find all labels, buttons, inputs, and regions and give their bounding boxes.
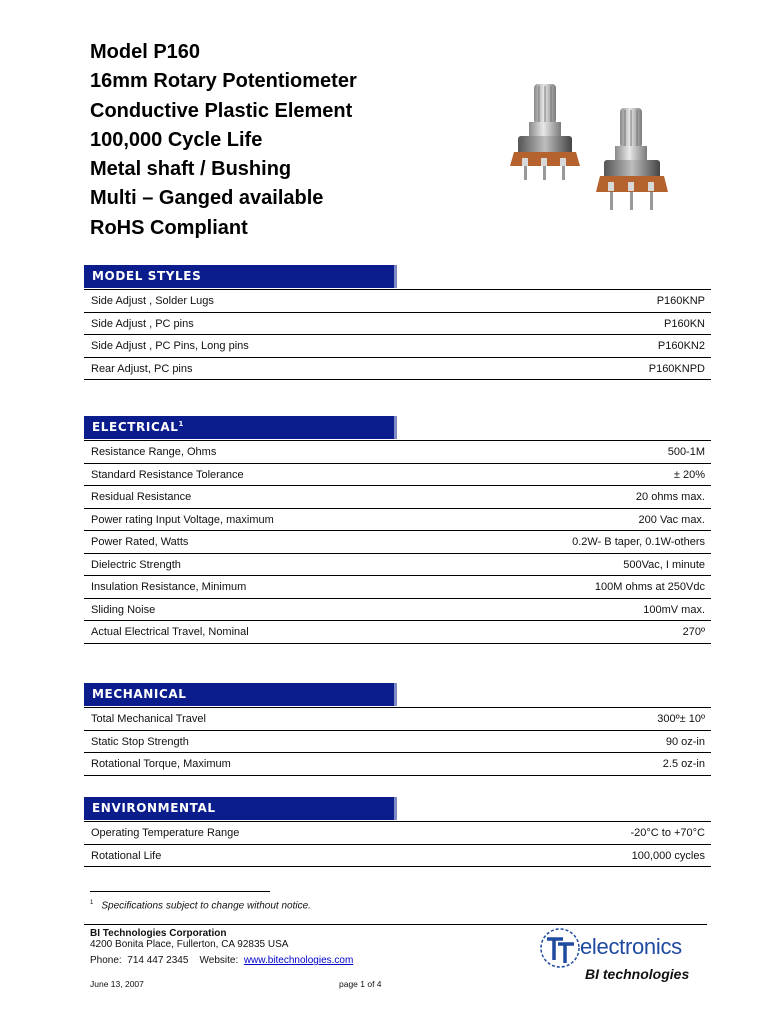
headline-cycle-life: 100,000 Cycle Life [90, 128, 263, 151]
headline-model: Model P160 [90, 41, 201, 63]
contact-line [90, 955, 353, 966]
row-label: Dielectric Strength [91, 558, 181, 571]
row-label: Side Adjust , PC pins [91, 317, 194, 330]
table-row [84, 845, 711, 868]
row-label: Side Adjust , PC Pins, Long pins [91, 340, 249, 352]
row-label: Power Rated, Watts [91, 536, 189, 548]
row-label: Rotational Life [91, 849, 162, 862]
row-label: Resistance Range, Ohms [91, 446, 217, 458]
model-styles-table [84, 290, 711, 380]
headline-element: Conductive Plastic Element [90, 99, 353, 122]
row-value: P160KN2 [657, 340, 705, 352]
row-value: 200 Vac max. [638, 513, 705, 526]
row-label: Operating Temperature Range [91, 827, 240, 839]
table-row [84, 599, 711, 622]
row-label: Static Stop Strength [91, 735, 189, 748]
row-value: -20°C to +70°C [630, 827, 705, 839]
logo-brand-text: electronics [580, 934, 682, 959]
table-row [84, 290, 711, 313]
tt-electronics-logo [536, 926, 708, 988]
headline-ganged: Multi – Ganged available [90, 187, 324, 210]
row-value: 500-1M [667, 446, 705, 458]
section-title-environmental: ENVIRONMENTAL [92, 801, 216, 815]
section-title-electrical [92, 420, 184, 434]
row-value: 0.2W- B taper, 0.1W-others [572, 536, 705, 548]
footnote-ref: 1 [178, 420, 184, 428]
row-value: 100,000 cycles [631, 849, 705, 862]
table-row [84, 335, 711, 358]
table-row [84, 441, 711, 464]
row-label: Residual Resistance [91, 491, 192, 503]
table-row [84, 358, 711, 381]
row-value: ± 20% [673, 468, 705, 481]
table-row [84, 621, 711, 644]
table-row [84, 753, 711, 776]
row-label: Rotational Torque, Maximum [91, 758, 231, 770]
row-label: Total Mechanical Travel [91, 713, 206, 725]
table-row [84, 708, 711, 731]
table-row [84, 313, 711, 336]
page-number: page 1 of 4 [339, 979, 382, 989]
logo-sub-text: BI technologies [585, 966, 690, 982]
row-value: 270º [682, 626, 705, 638]
footnote-divider [90, 891, 270, 892]
section-header-electrical [84, 416, 397, 439]
section-title-text: ELECTRICAL [92, 420, 179, 434]
table-row [84, 554, 711, 577]
table-row [84, 531, 711, 554]
footnote-text: Specifications subject to change without notice. [101, 900, 311, 912]
headline-rohs: RoHS Compliant [90, 216, 248, 239]
row-value: P160KNP [656, 295, 705, 307]
row-label: Sliding Noise [91, 603, 156, 616]
row-value: 500Vac, I minute [623, 558, 705, 571]
row-label: Standard Resistance Tolerance [91, 468, 244, 481]
company-address: 4200 Bonita Place, Fullerton, CA 92835 USA [90, 939, 289, 950]
section-title-mechanical: MECHANICAL [92, 687, 187, 701]
phone-text: Phone: 714 447 2345 Website: [90, 955, 244, 966]
table-row [84, 509, 711, 532]
table-row [84, 822, 711, 845]
section-title-model-styles: MODEL STYLES [92, 269, 202, 283]
environmental-table [84, 822, 711, 867]
row-value: 20 ohms max. [635, 491, 705, 503]
row-label: Insulation Resistance, Minimum [91, 581, 247, 593]
row-value: 100M ohms at 250Vdc [594, 581, 705, 593]
section-header-mechanical [84, 683, 397, 706]
headline-type: 16mm Rotary Potentiometer [90, 70, 357, 93]
potentiometer-photo [494, 74, 684, 224]
table-row [84, 576, 711, 599]
document-date: June 13, 2007 [90, 979, 144, 989]
mechanical-table [84, 708, 711, 776]
electrical-table [84, 441, 711, 644]
website-link[interactable]: www.bitechnologies.com [243, 955, 354, 966]
row-value: P160KN [664, 317, 705, 330]
footer-divider [84, 924, 707, 925]
footnote [90, 900, 311, 911]
row-label: Rear Adjust, PC pins [91, 362, 193, 375]
row-value: 300º± 10º [657, 713, 705, 725]
section-header-environmental [84, 797, 397, 820]
company-name: BI Technologies Corporation [90, 928, 227, 939]
row-label: Power rating Input Voltage, maximum [91, 513, 274, 526]
row-value: 90 oz-in [665, 735, 705, 748]
row-label: Side Adjust , Solder Lugs [91, 295, 214, 307]
product-headline [90, 38, 357, 243]
table-row [84, 486, 711, 509]
headline-shaft: Metal shaft / Bushing [90, 158, 292, 181]
tt-logo-icon [538, 926, 584, 972]
section-header-model-styles [84, 265, 397, 288]
row-label: Actual Electrical Travel, Nominal [91, 626, 249, 638]
row-value: 2.5 oz-in [662, 758, 705, 770]
row-value: P160KNPD [648, 362, 705, 375]
row-value: 100mV max. [643, 603, 705, 616]
table-row [84, 464, 711, 487]
footnote-marker: 1 [90, 900, 94, 906]
table-row [84, 731, 711, 754]
